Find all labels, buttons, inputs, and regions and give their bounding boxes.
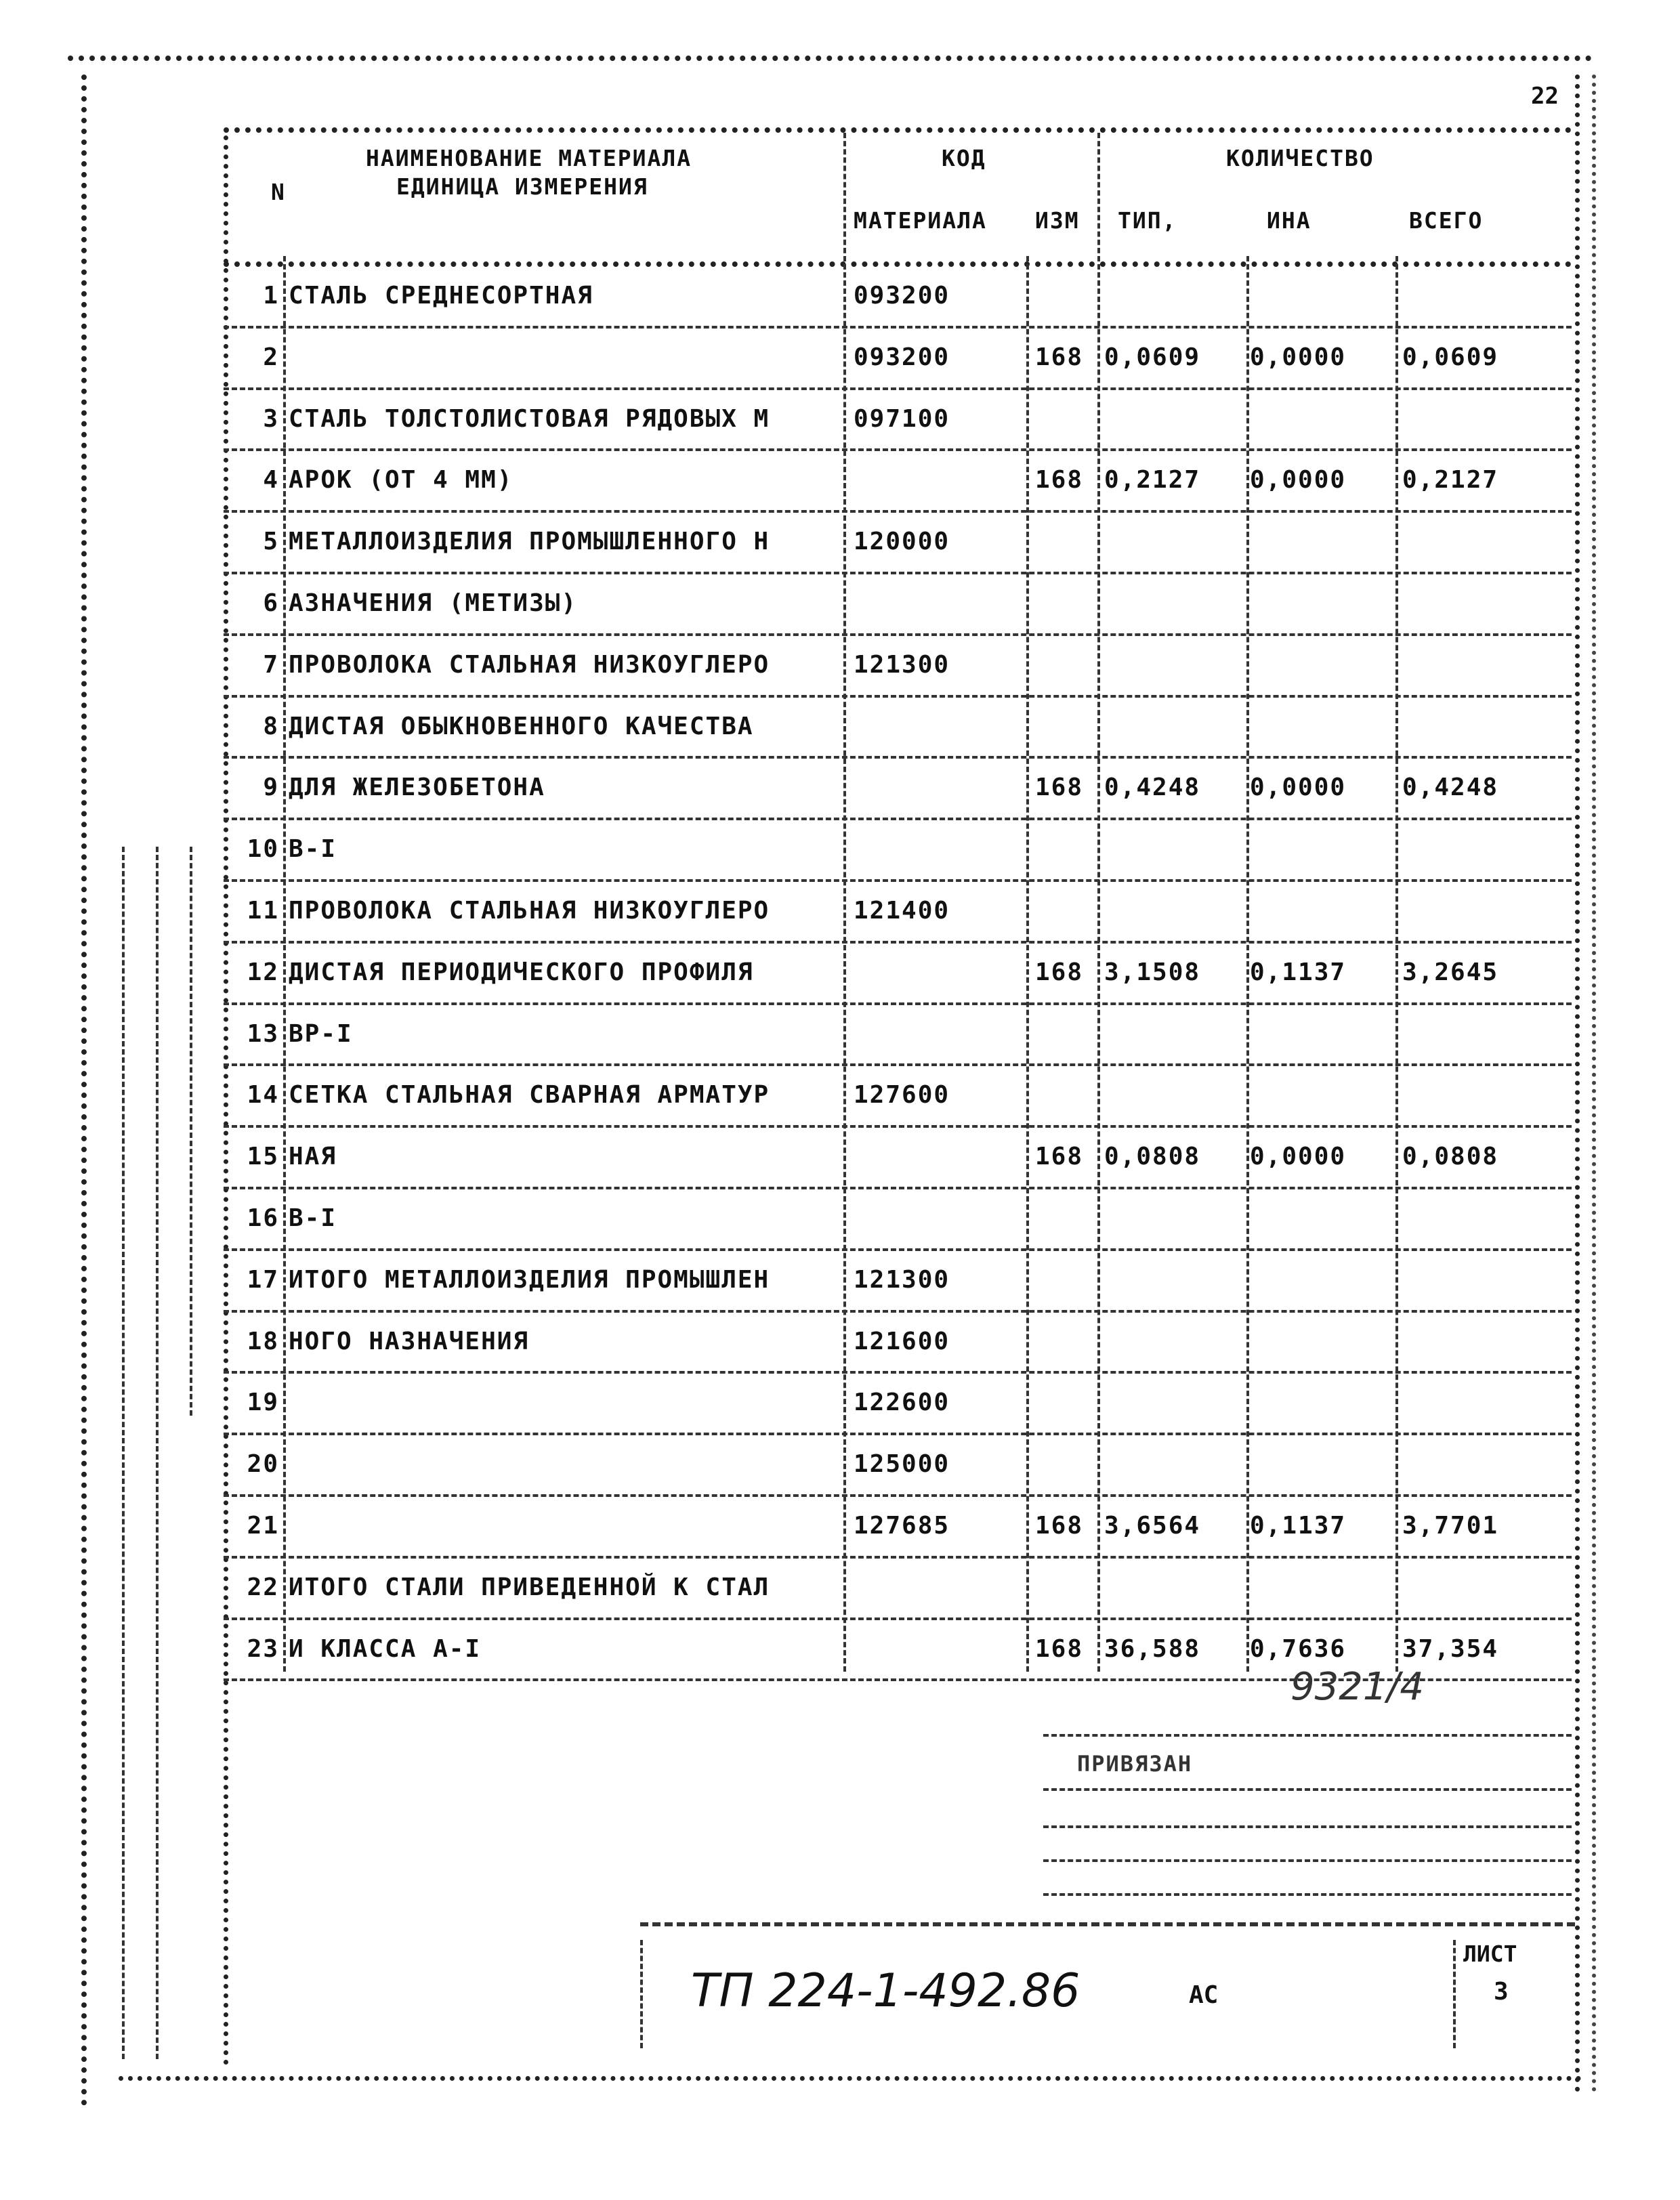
top-border — [68, 56, 1592, 61]
row-material-code: 121300 — [854, 1265, 950, 1294]
row-material-code: 125000 — [854, 1450, 950, 1479]
row-material-name: ДИСТАЯ ОБЫКНОВЕННОГО КАЧЕСТВА — [289, 712, 754, 740]
row-material-name: АЗНАЧЕНИЯ (МЕТИЗЫ) — [289, 589, 578, 617]
row-typ: 0,4248 — [1104, 774, 1201, 802]
row-typ: 0,0609 — [1104, 343, 1201, 371]
row-total: 3,7701 — [1402, 1511, 1499, 1540]
row-material-name: И КЛАССА А-I — [289, 1634, 482, 1663]
document-mark: АС — [1189, 1981, 1219, 2009]
row-number: 5 — [263, 528, 279, 556]
row-material-code: 127685 — [854, 1511, 950, 1540]
table-row-20 — [224, 1435, 1572, 1497]
table-row-14 — [224, 1066, 1572, 1128]
row-material-code: 121600 — [854, 1327, 950, 1355]
table-row-11 — [224, 882, 1572, 944]
table-row-15 — [224, 1128, 1572, 1189]
margin-line-1 — [122, 847, 125, 2059]
margin-line-3 — [190, 847, 192, 1416]
row-material-name: ПРОВОЛОКА СТАЛЬНАЯ НИЗКОУГЛЕРО — [289, 650, 770, 679]
row-material-code: 122600 — [854, 1389, 950, 1417]
table-row-2 — [224, 329, 1572, 390]
row-number: 2 — [263, 343, 279, 371]
row-material-name: В-I — [289, 1204, 337, 1232]
bottom-border — [119, 2076, 1582, 2081]
row-typ: 3,6564 — [1104, 1511, 1201, 1540]
binding-margin-marks — [108, 847, 224, 2059]
table-row-8 — [224, 698, 1572, 759]
sheet-number: 3 — [1494, 1978, 1509, 2006]
row-number: 21 — [247, 1511, 279, 1540]
col-sep-ina — [1246, 256, 1249, 1672]
row-unit-code: 168 — [1035, 1634, 1084, 1663]
row-number: 16 — [247, 1204, 279, 1232]
row-number: 22 — [247, 1573, 279, 1601]
row-material-name: ИТОГО СТАЛИ ПРИВЕДЕННОЙ К СТАЛ — [289, 1573, 770, 1601]
header-code-material: МАТЕРИАЛА — [854, 207, 987, 234]
col-sep-typ — [1097, 256, 1100, 1672]
stamp-line — [1043, 1734, 1572, 1737]
row-total: 0,2127 — [1402, 466, 1499, 494]
row-material-name: ИТОГО МЕТАЛЛОИЗДЕЛИЯ ПРОМЫШЛЕН — [289, 1265, 770, 1294]
row-typ: 36,588 — [1104, 1634, 1201, 1663]
row-ina: 0,0000 — [1250, 774, 1347, 802]
table-row-22 — [224, 1559, 1572, 1620]
row-material-name: МЕТАЛЛОИЗДЕЛИЯ ПРОМЫШЛЕННОГО Н — [289, 528, 770, 556]
stamp-line — [1043, 1825, 1572, 1828]
stamp-line — [1043, 1788, 1572, 1791]
table-row-17 — [224, 1251, 1572, 1313]
row-total: 3,2645 — [1402, 958, 1499, 986]
header-n: N — [271, 179, 286, 205]
row-number: 11 — [247, 896, 279, 925]
header-sep-code — [843, 133, 846, 261]
row-typ: 0,0808 — [1104, 1143, 1201, 1171]
row-material-name: ПРОВОЛОКА СТАЛЬНАЯ НИЗКОУГЛЕРО — [289, 896, 770, 925]
row-typ: 3,1508 — [1104, 958, 1201, 986]
row-number: 3 — [263, 404, 279, 433]
table-row-7 — [224, 636, 1572, 698]
row-total: 0,0808 — [1402, 1143, 1499, 1171]
row-unit-code: 168 — [1035, 343, 1084, 371]
header-code: КОД — [942, 145, 986, 171]
header-name-line1: НАИМЕНОВАНИЕ МАТЕРИАЛА — [366, 145, 692, 171]
row-unit-code: 168 — [1035, 774, 1084, 802]
row-material-code: 093200 — [854, 343, 950, 371]
page-number: 22 — [1531, 83, 1559, 110]
row-ina: 0,0000 — [1250, 343, 1347, 371]
header-typ: ТИП, — [1118, 207, 1177, 234]
table-row-21 — [224, 1497, 1572, 1559]
row-material-name: АРОК (ОТ 4 ММ) — [289, 466, 513, 494]
row-number: 8 — [263, 712, 279, 740]
col-sep-unit — [1026, 256, 1029, 1672]
row-material-code: 097100 — [854, 404, 950, 433]
table-row-12 — [224, 944, 1572, 1005]
table-row-9 — [224, 759, 1572, 820]
row-number: 13 — [247, 1019, 279, 1048]
left-border — [81, 75, 87, 2107]
row-unit-code: 168 — [1035, 466, 1084, 494]
row-total: 0,4248 — [1402, 774, 1499, 802]
table-row-19 — [224, 1374, 1572, 1435]
table-header — [224, 127, 1572, 267]
materials-table — [224, 127, 1572, 1681]
row-number: 23 — [247, 1634, 279, 1663]
row-total: 37,354 — [1402, 1634, 1499, 1663]
row-number: 15 — [247, 1143, 279, 1171]
row-material-code: 127600 — [854, 1081, 950, 1109]
row-unit-code: 168 — [1035, 958, 1084, 986]
stamp-privyazan-label: ПРИВЯЗАН — [1077, 1751, 1193, 1777]
header-code-unit: ИЗМ — [1035, 207, 1080, 234]
col-sep-all — [1395, 256, 1398, 1672]
sheet-label: ЛИСТ — [1463, 1941, 1517, 1967]
row-material-code: 093200 — [854, 282, 950, 310]
row-material-name: НОГО НАЗНАЧЕНИЯ — [289, 1327, 530, 1355]
row-number: 12 — [247, 958, 279, 986]
header-name-line2: ЕДИНИЦА ИЗМЕРЕНИЯ — [396, 173, 648, 200]
row-number: 10 — [247, 835, 279, 864]
row-number: 7 — [263, 650, 279, 679]
row-number: 4 — [263, 466, 279, 494]
right-border-outer — [1592, 75, 1596, 2093]
row-ina: 0,0000 — [1250, 466, 1347, 494]
stamp-handwritten-code: 9321/4 — [1290, 1665, 1425, 1709]
row-number: 6 — [263, 589, 279, 617]
margin-line-2 — [156, 847, 159, 2059]
header-all: ВСЕГО — [1409, 207, 1484, 234]
row-number: 18 — [247, 1327, 279, 1355]
row-material-code: 121400 — [854, 896, 950, 925]
table-body — [224, 267, 1572, 1681]
table-row-16 — [224, 1189, 1572, 1251]
row-number: 17 — [247, 1265, 279, 1294]
table-row-5 — [224, 513, 1572, 574]
row-number: 9 — [263, 774, 279, 802]
row-number: 20 — [247, 1450, 279, 1479]
right-border — [1575, 75, 1580, 2093]
row-unit-code: 168 — [1035, 1511, 1084, 1540]
title-block-left-sep — [640, 1940, 643, 2048]
row-material-code: 120000 — [854, 528, 950, 556]
row-ina: 0,1137 — [1250, 1511, 1347, 1540]
col-sep-n — [283, 256, 286, 1672]
row-material-code: 121300 — [854, 650, 950, 679]
row-number: 1 — [263, 282, 279, 310]
table-row-4 — [224, 451, 1572, 513]
header-quantity: КОЛИЧЕСТВО — [1226, 145, 1374, 171]
table-row-6 — [224, 574, 1572, 636]
table-row-10 — [224, 820, 1572, 882]
row-ina: 0,0000 — [1250, 1143, 1347, 1171]
document-code: ТП 224-1-492.86 — [691, 1964, 1080, 2018]
row-material-name: ДЛЯ ЖЕЛЕЗОБЕТОНА — [289, 774, 545, 802]
row-material-name: В-I — [289, 835, 337, 864]
table-row-3 — [224, 390, 1572, 452]
row-total: 0,0609 — [1402, 343, 1499, 371]
row-material-name: СТАЛЬ СРЕДНЕСОРТНАЯ — [289, 282, 593, 310]
title-block-right-sep — [1453, 1940, 1456, 2048]
row-ina: 0,7636 — [1250, 1634, 1347, 1663]
row-material-name: СЕТКА СТАЛЬНАЯ СВАРНАЯ АРМАТУР — [289, 1081, 770, 1109]
stamp-line — [1043, 1893, 1572, 1896]
header-ina: ИНА — [1267, 207, 1311, 234]
stamp-line — [1043, 1859, 1572, 1862]
row-material-name: СТАЛЬ ТОЛСТОЛИСТОВАЯ РЯДОВЫХ М — [289, 404, 770, 433]
row-number: 19 — [247, 1389, 279, 1417]
table-row-1 — [224, 267, 1572, 329]
table-row-18 — [224, 1313, 1572, 1374]
table-row-13 — [224, 1005, 1572, 1067]
row-ina: 0,1137 — [1250, 958, 1347, 986]
row-typ: 0,2127 — [1104, 466, 1201, 494]
header-sep-qty — [1097, 133, 1100, 261]
row-unit-code: 168 — [1035, 1143, 1084, 1171]
row-material-name: НАЯ — [289, 1143, 337, 1171]
row-material-name: ДИСТАЯ ПЕРИОДИЧЕСКОГО ПРОФИЛЯ — [289, 958, 754, 986]
row-number: 14 — [247, 1081, 279, 1109]
row-material-name: ВР-I — [289, 1019, 353, 1048]
col-sep-code — [843, 256, 846, 1672]
